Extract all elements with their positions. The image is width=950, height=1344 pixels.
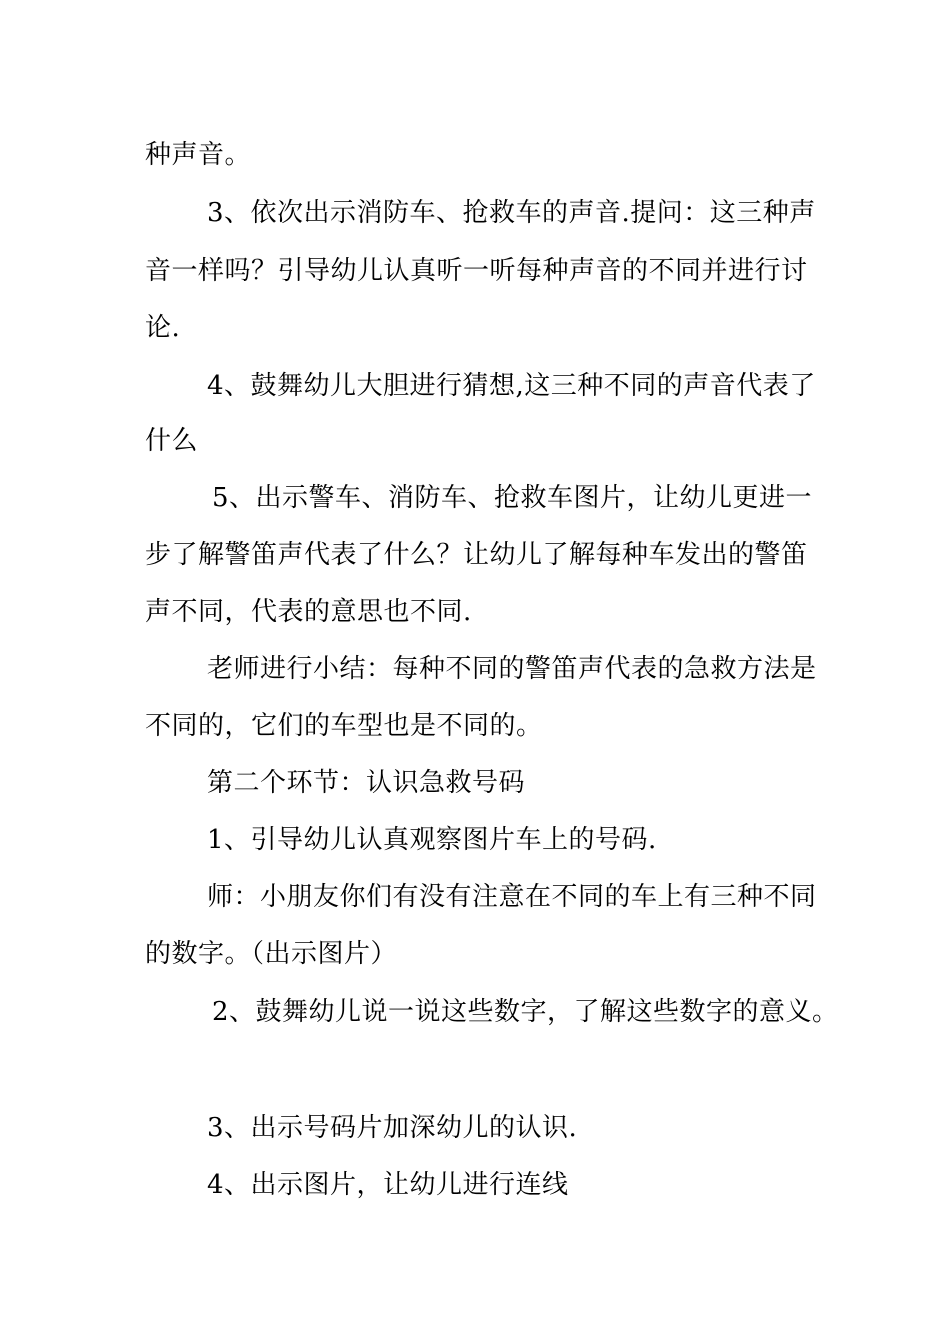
text-line: 音一样吗？引导幼儿认真听一听每种声音的不同并进行讨 — [145, 256, 808, 286]
text-line: 4、鼓舞幼儿大胆进行猜想,这三种不同的声音代表了 — [207, 371, 816, 401]
text-line: 老师进行小结：每种不同的警笛声代表的急救方法是 — [207, 654, 817, 684]
text-line: 5、出示警车、消防车、抢救车图片，让幼儿更进一 — [212, 483, 813, 513]
text-line: 种声音。 — [145, 140, 252, 170]
text-line: 什么 — [145, 426, 199, 456]
text-line: 2、鼓舞幼儿说一说这些数字，了解这些数字的意义。 — [212, 997, 839, 1027]
text-line: 师：小朋友你们有没有注意在不同的车上有三种不同 — [207, 882, 817, 912]
section-heading: 第二个环节：认识急救号码 — [207, 768, 526, 798]
text-line: 的数字。（出示图片） — [145, 939, 398, 969]
text-line: 4、出示图片，让幼儿进行连线 — [207, 1170, 569, 1200]
text-line: 1、引导幼儿认真观察图片车上的号码. — [207, 825, 657, 855]
text-line: 3、出示号码片加深幼儿的认识. — [207, 1113, 578, 1143]
text-line: 3、依次出示消防车、抢救车的声音.提问：这三种声 — [207, 198, 816, 228]
text-line: 声不同，代表的意思也不同. — [145, 597, 472, 627]
text-line: 不同的，它们的车型也是不同的。 — [145, 711, 543, 741]
text-line: 步了解警笛声代表了什么？让幼儿了解每种车发出的警笛 — [145, 540, 808, 570]
text-line: 论. — [145, 313, 181, 343]
